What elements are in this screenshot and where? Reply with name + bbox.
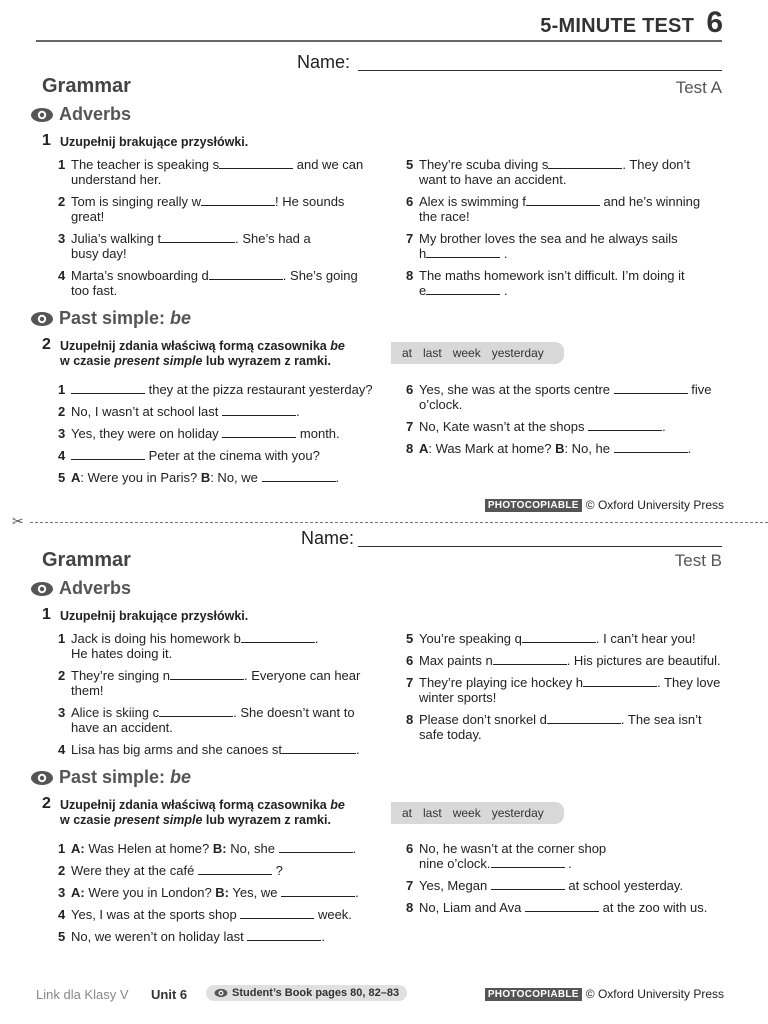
exercise-item — [58, 448, 388, 463]
answer-blank[interactable] — [201, 194, 275, 206]
word-box-item: yesterday — [491, 346, 544, 360]
exercise-item — [406, 631, 726, 646]
grammar-heading: Grammar — [42, 549, 131, 571]
answer-blank[interactable] — [262, 470, 336, 482]
exercise-item — [58, 404, 388, 419]
item-number: 3 — [58, 885, 66, 900]
exercise-item — [406, 878, 726, 893]
answer-blank[interactable] — [240, 907, 314, 919]
exercise2-left-column — [58, 841, 388, 951]
name-label: Name: — [297, 52, 351, 72]
answer-blank[interactable] — [491, 878, 565, 890]
item-number: 3 — [58, 705, 66, 720]
exercise2-left-column — [58, 382, 388, 492]
answer-blank[interactable] — [525, 900, 599, 912]
exercise-item — [58, 470, 388, 485]
item-text: Yes, I was at the sports shop week. — [71, 907, 352, 922]
word-box-item: week — [452, 806, 481, 820]
name-label: Name: — [301, 528, 355, 548]
test-number: 6 — [706, 6, 723, 39]
exercise-instruction: Uzupełnij zdania właściwą formą czasownika be w czasie present simple lub wyrazem z ramki. — [60, 798, 345, 827]
photocopiable-badge: PHOTOCOPIABLE — [485, 499, 582, 512]
item-text: No, I wasn’t at school last . — [71, 404, 300, 419]
item-number: 7 — [406, 878, 414, 893]
answer-blank[interactable] — [426, 283, 500, 295]
item-number: 5 — [58, 470, 66, 485]
eye-icon — [214, 988, 228, 998]
item-number: 1 — [58, 631, 66, 646]
answer-blank[interactable] — [241, 631, 315, 643]
item-text: Alice is skiing c . She doesn’t want to have an accident. — [71, 705, 355, 735]
word-box-item: week — [452, 346, 481, 360]
item-number: 6 — [406, 653, 414, 668]
answer-blank[interactable] — [526, 194, 600, 206]
item-number: 1 — [58, 382, 66, 397]
answer-blank[interactable] — [71, 448, 145, 460]
section-title: Adverbs — [59, 104, 132, 124]
answer-blank[interactable] — [491, 856, 565, 868]
exercise-item — [406, 231, 726, 261]
answer-blank[interactable] — [247, 929, 321, 941]
item-number: 2 — [58, 863, 66, 878]
exercise-item — [58, 268, 378, 298]
exercise-item — [406, 712, 726, 742]
test-label: Test A — [675, 78, 722, 97]
section-adverbs — [30, 104, 131, 125]
series-name: Link dla Klasy V — [36, 987, 129, 1002]
eye-icon — [30, 581, 54, 597]
exercise-item — [406, 194, 726, 224]
exercise1-right-column — [406, 157, 726, 305]
item-number: 7 — [406, 231, 414, 246]
item-number: 6 — [406, 841, 414, 856]
word-box — [391, 802, 564, 824]
exercise-item — [406, 268, 726, 298]
item-number: 4 — [58, 907, 66, 922]
item-text: A: Was Helen at home? B: No, she . — [71, 841, 357, 856]
answer-blank[interactable] — [279, 841, 353, 853]
test-label: Test B — [674, 551, 722, 570]
item-text: they at the pizza restaurant yesterday? — [71, 382, 388, 397]
answer-blank[interactable] — [493, 653, 567, 665]
answer-blank[interactable] — [222, 426, 296, 438]
unit-label: Unit 6 — [151, 987, 188, 1002]
cut-line — [30, 522, 768, 523]
name-field[interactable] — [358, 546, 722, 547]
answer-blank[interactable] — [547, 712, 621, 724]
answer-blank[interactable] — [159, 705, 233, 717]
answer-blank[interactable] — [282, 742, 356, 754]
exercise-item — [58, 631, 378, 661]
item-number: 7 — [406, 419, 414, 434]
exercise-item — [58, 705, 378, 735]
item-text: Tom is singing really w ! He sounds great! — [71, 194, 345, 224]
test-title: 5-MINUTE TEST — [540, 15, 694, 37]
publisher: © Oxford University Press — [585, 987, 724, 1001]
answer-blank[interactable] — [170, 668, 244, 680]
exercise-item — [406, 382, 726, 412]
item-text: Were they at the café ? — [71, 863, 283, 878]
answer-blank[interactable] — [198, 863, 272, 875]
item-number: 5 — [406, 631, 414, 646]
publisher: © Oxford University Press — [585, 498, 724, 512]
item-number: 3 — [58, 231, 66, 246]
exercise-item — [406, 419, 726, 434]
photocopiable-badge: PHOTOCOPIABLE — [485, 988, 582, 1001]
section-title: Adverbs — [59, 578, 132, 598]
exercise-instruction: Uzupełnij zdania właściwą formą czasownika be w czasie present simple lub wyrazem z ramki. — [60, 339, 345, 368]
item-number: 4 — [58, 448, 66, 463]
answer-blank[interactable] — [219, 157, 293, 169]
section-past-simple — [30, 308, 191, 329]
section-title: Past simple: — [59, 308, 171, 328]
section-adverbs — [30, 578, 131, 599]
item-text: They’re singing n . Everyone can hear them! — [71, 668, 361, 698]
exercise1-left-column — [58, 631, 378, 764]
item-text: Yes, they were on holiday month. — [71, 426, 340, 441]
copyright-row — [485, 498, 724, 512]
item-number: 4 — [58, 742, 66, 757]
exercise-item — [58, 841, 388, 856]
word-box — [391, 342, 564, 364]
item-number: 8 — [406, 712, 414, 727]
item-number: 1 — [58, 157, 66, 172]
copyright-row — [485, 987, 724, 1001]
answer-blank[interactable] — [614, 382, 688, 394]
exercise1-left-column — [58, 157, 378, 305]
exercise-item — [58, 929, 388, 944]
exercise-item — [58, 426, 388, 441]
item-text: Yes, Megan at school yesterday. — [419, 878, 684, 893]
item-text: You’re speaking q . I can’t hear you! — [419, 631, 696, 646]
item-text: A: Were you in London? B: Yes, we . — [71, 885, 359, 900]
section-title-verb: be — [170, 308, 192, 328]
item-text: A: Were you in Paris? B: No, we . — [71, 470, 340, 485]
item-text: No, Liam and Ava at the zoo with us. — [419, 900, 708, 915]
answer-blank[interactable] — [426, 246, 500, 258]
item-text: They’re scuba diving s . They don’t want to have an accident. — [419, 157, 691, 187]
item-number: 1 — [58, 841, 66, 856]
item-text: They’re playing ice hockey h . They love winter sports! — [419, 675, 721, 705]
item-text: Lisa has big arms and she canoes st . — [71, 742, 360, 757]
item-text: The maths homework isn’t difficult. I’m doing it e . — [419, 268, 685, 298]
exercise-item — [406, 653, 726, 668]
exercise-number: 2 — [42, 795, 51, 812]
exercise-item — [406, 900, 726, 915]
exercise-instruction: Uzupełnij brakujące przysłówki. — [60, 135, 249, 149]
exercise-number: 1 — [42, 132, 51, 149]
item-number: 8 — [406, 441, 414, 456]
item-text: A: Was Mark at home? B: No, he . — [419, 441, 692, 456]
answer-blank[interactable] — [548, 157, 622, 169]
name-field[interactable] — [358, 70, 722, 71]
item-number: 8 — [406, 900, 414, 915]
item-number: 6 — [406, 194, 414, 209]
scissors-icon: ✂ — [12, 513, 24, 529]
exercise-item — [406, 841, 726, 871]
exercise-item — [58, 742, 378, 757]
item-text: Julia’s walking t . She’s had a busy day! — [71, 231, 311, 261]
eye-icon — [30, 770, 54, 786]
answer-blank[interactable] — [614, 441, 688, 453]
word-box-item: at — [402, 806, 413, 820]
item-text: My brother loves the sea and he always sails h . — [419, 231, 678, 261]
exercise-item — [58, 231, 378, 261]
exercise1-right-column — [406, 631, 726, 749]
exercise-item — [58, 157, 378, 187]
exercise-item — [406, 675, 726, 705]
answer-blank[interactable] — [583, 675, 657, 687]
section-past-simple — [30, 767, 191, 788]
header-rule — [36, 40, 722, 42]
exercise-item — [58, 194, 378, 224]
section-title: Past simple: — [59, 767, 171, 787]
exercise-item — [58, 907, 388, 922]
item-number: 7 — [406, 675, 414, 690]
item-text: Please don’t snorkel d . The sea isn’t safe today. — [419, 712, 702, 742]
answer-blank[interactable] — [522, 631, 596, 643]
section-title-verb: be — [170, 767, 192, 787]
word-box-item: yesterday — [491, 806, 544, 820]
answer-blank[interactable] — [209, 268, 283, 280]
item-text: Max paints n . His pictures are beautiful. — [419, 653, 721, 668]
eye-icon — [30, 107, 54, 123]
answer-blank[interactable] — [71, 382, 145, 394]
exercise-number: 1 — [42, 606, 51, 623]
exercise-item — [406, 441, 726, 456]
answer-blank[interactable] — [281, 885, 355, 897]
item-text: The teacher is speaking s and we can understand her. — [71, 157, 364, 187]
item-number: 5 — [58, 929, 66, 944]
word-box-item: at — [402, 346, 413, 360]
word-box-item: last — [423, 346, 442, 360]
item-text: Jack is doing his homework b . He hates doing it. — [71, 631, 319, 661]
grammar-heading: Grammar — [42, 75, 131, 97]
exercise-item — [58, 382, 388, 397]
item-text: No, he wasn’t at the corner shop nine o’clock. . — [419, 841, 607, 871]
item-number: 2 — [58, 404, 66, 419]
item-number: 5 — [406, 157, 414, 172]
item-text: No, we weren’t on holiday last . — [71, 929, 325, 944]
answer-blank[interactable] — [161, 231, 235, 243]
item-number: 4 — [58, 268, 66, 283]
item-number: 2 — [58, 668, 66, 683]
item-number: 6 — [406, 382, 414, 397]
eye-icon — [30, 311, 54, 327]
exercise-number: 2 — [42, 336, 51, 353]
answer-blank[interactable] — [222, 404, 296, 416]
item-text: Marta’s snowboarding d . She’s going too fast. — [71, 268, 358, 298]
exercise-instruction: Uzupełnij brakujące przysłówki. — [60, 609, 249, 623]
exercise-item — [58, 668, 378, 698]
item-number: 3 — [58, 426, 66, 441]
answer-blank[interactable] — [588, 419, 662, 431]
item-text: Alex is swimming f and he’s winning the race! — [419, 194, 701, 224]
exercise-item — [406, 157, 726, 187]
exercise-item — [58, 863, 388, 878]
item-number: 8 — [406, 268, 414, 283]
book-reference: Student’s Book pages 80, 82–83 — [206, 985, 407, 1001]
item-number: 2 — [58, 194, 66, 209]
item-text: Peter at the cinema with you? — [71, 448, 388, 463]
exercise2-right-column — [406, 382, 726, 463]
item-text: Yes, she was at the sports centre five o’clock. — [419, 382, 712, 412]
exercise2-right-column — [406, 841, 726, 922]
exercise-item — [58, 885, 388, 900]
item-text: No, Kate wasn’t at the shops . — [419, 419, 666, 434]
word-box-item: last — [423, 806, 442, 820]
